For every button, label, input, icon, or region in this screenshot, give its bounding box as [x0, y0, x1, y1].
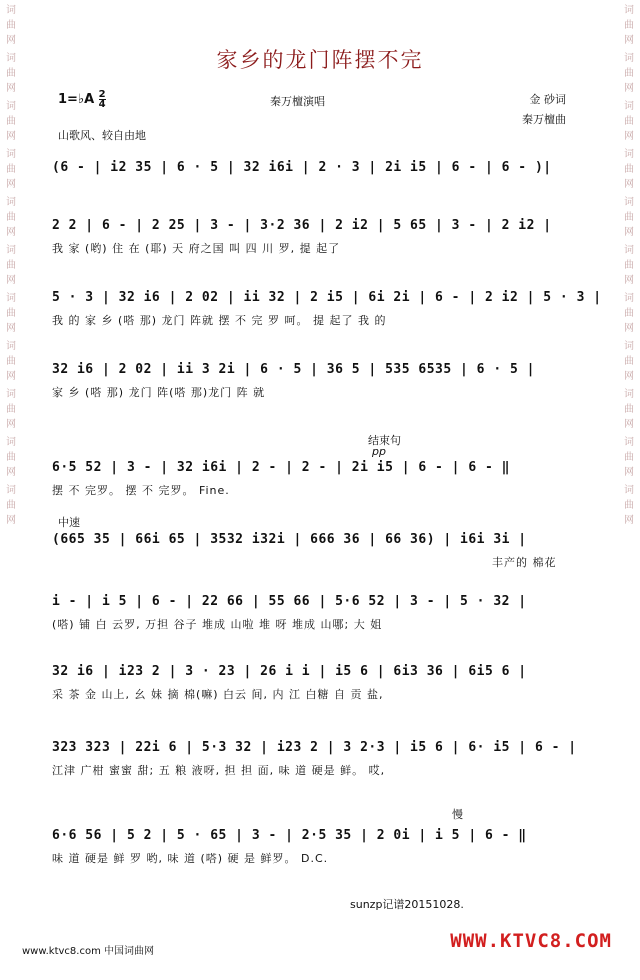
score-line-1	[52, 160, 582, 175]
watermark-char: 网	[6, 275, 16, 286]
watermark-char: 曲	[624, 68, 634, 79]
watermark-char: 词	[6, 101, 16, 112]
watermark-char: 网	[624, 515, 634, 526]
watermark-char: 曲	[6, 452, 16, 463]
song-title: 家乡的龙门阵摆不完	[216, 48, 424, 72]
lyric-line: 家 乡 (嗒 那) 龙门 阵(嗒 那)龙门 阵 就	[52, 386, 266, 399]
left-watermark-strip	[2, 0, 20, 980]
watermark-char: 曲	[6, 404, 16, 415]
watermark-char: 网	[6, 83, 16, 94]
watermark-char: 网	[6, 467, 16, 478]
watermark-char: 曲	[624, 212, 634, 223]
tempo-mark: 中速	[58, 516, 80, 529]
dynamics-mark: pp	[372, 445, 386, 458]
watermark-char: 曲	[624, 164, 634, 175]
notation-line: 5 · 3 | 32 i6 | 2 02 | ii 32 | 2 i5 | 6i 2i | 6 - | 2 i2 | 5 · 3 |	[52, 290, 602, 305]
watermark-char: 曲	[624, 308, 634, 319]
slow-mark: 慢	[452, 808, 463, 821]
watermark-char: 曲	[6, 164, 16, 175]
right-watermark-strip	[620, 0, 638, 980]
watermark-char: 词	[624, 245, 634, 256]
watermark-char: 曲	[624, 500, 634, 511]
watermark-char: 词	[624, 293, 634, 304]
score-line-6	[52, 532, 582, 570]
watermark-char: 词	[6, 389, 16, 400]
watermark-char: 词	[624, 341, 634, 352]
watermark-char: 词	[624, 485, 634, 496]
watermark-char: 词	[624, 5, 634, 16]
watermark-char: 网	[6, 515, 16, 526]
watermark-char: 词	[6, 197, 16, 208]
watermark-char: 网	[624, 83, 634, 94]
watermark-char: 网	[6, 371, 16, 382]
watermark-char: 词	[6, 5, 16, 16]
watermark-char: 网	[624, 131, 634, 142]
watermark-char: 曲	[6, 20, 16, 31]
time-top: 2	[98, 89, 106, 100]
watermark-char: 曲	[6, 260, 16, 271]
watermark-char: 词	[6, 53, 16, 64]
key-prefix: 1=♭A	[58, 92, 95, 107]
watermark-char: 曲	[6, 500, 16, 511]
score-line-7	[52, 594, 582, 632]
watermark-char: 曲	[624, 452, 634, 463]
time-signature	[99, 90, 106, 109]
lyric-line: 味 道 硬是 鲜 罗 哟, 味 道 (嗒) 硬 是 鲜罗。 D.C.	[52, 852, 329, 865]
lyric-line: 我 家 (哟) 住 在 (耶) 天 府之国 叫 四 川 罗, 提 起了	[52, 242, 341, 255]
watermark-char: 曲	[624, 404, 634, 415]
watermark-char: 曲	[6, 116, 16, 127]
singer-credit: 秦万檀演唱	[270, 95, 325, 108]
watermark-char: 曲	[6, 212, 16, 223]
notation-line: 6·6 56 | 5 2 | 5 · 65 | 3 - | 2·5 35 | 2 0i | i 5 | 6 - ‖	[52, 828, 527, 843]
watermark-char: 曲	[6, 308, 16, 319]
watermark-char: 词	[6, 293, 16, 304]
watermark-char: 网	[624, 419, 634, 430]
watermark-char: 网	[6, 35, 16, 46]
watermark-char: 词	[624, 389, 634, 400]
watermark-char: 网	[624, 467, 634, 478]
tempo-mood: 山歌风、较自由地	[58, 129, 146, 142]
watermark-char: 曲	[624, 356, 634, 367]
key-signature	[58, 90, 106, 109]
watermark-char: 网	[624, 227, 634, 238]
notation-line: i - | i 5 | 6 - | 22 66 | 55 66 | 5·6 52 | 3 - | 5 · 32 |	[52, 594, 527, 609]
watermark-char: 网	[6, 179, 16, 190]
watermark-char: 词	[624, 437, 634, 448]
watermark-char: 曲	[6, 356, 16, 367]
notation-line: 32 i6 | 2 02 | ii 3 2i | 6 · 5 | 36 5 | 535 6535 | 6 · 5 |	[52, 362, 535, 377]
watermark-char: 词	[6, 149, 16, 160]
ending-mark: 结束句	[368, 434, 401, 447]
watermark-char: 网	[6, 323, 16, 334]
score-line-3	[52, 290, 602, 328]
watermark-char: 网	[624, 179, 634, 190]
lyricist-credit: 金 砂词	[529, 93, 566, 106]
score-line-5	[52, 460, 582, 498]
lyric-line: (嗒) 铺 白 云罗, 万担 谷子 堆成 山啦 堆 呀 堆成 山哪; 大 姐	[52, 618, 383, 631]
composer-credit: 秦万檀曲	[522, 113, 566, 126]
watermark-char: 词	[6, 485, 16, 496]
score-line-2	[52, 218, 582, 256]
lyric-line: 采 茶 金 山上, 幺 妹 摘 棉(嘛) 白云 间, 内 江 白糖 自 贡 盐,	[52, 688, 384, 701]
watermark-char: 网	[624, 371, 634, 382]
lyric-line: 江津 广柑 蜜蜜 甜; 五 粮 液呀, 担 担 面, 味 道 硬是 鲜。 哎,	[52, 764, 386, 777]
transcriber-note: sunzp记谱20151028.	[350, 898, 464, 911]
watermark-char: 网	[6, 227, 16, 238]
lyric-line: 摆 不 完罗。 摆 不 完罗。 Fine.	[52, 484, 230, 497]
watermark-char: 曲	[6, 68, 16, 79]
lyric-line: 丰产的 棉花	[492, 556, 557, 569]
score-line-4	[52, 362, 582, 400]
site-logo-right: WWW.KTVC8.COM	[450, 930, 612, 952]
notation-line: (6 - | i2 35 | 6 · 5 | 32 i6i | 2 · 3 | 2i i5 | 6 - | 6 - )|	[52, 160, 552, 175]
watermark-char: 词	[624, 197, 634, 208]
watermark-char: 曲	[624, 116, 634, 127]
watermark-char: 曲	[624, 260, 634, 271]
watermark-char: 词	[6, 245, 16, 256]
watermark-char: 网	[6, 419, 16, 430]
watermark-char: 网	[624, 275, 634, 286]
time-bottom: 4	[98, 99, 106, 110]
watermark-char: 词	[624, 53, 634, 64]
notation-line: 6·5 52 | 3 - | 32 i6i | 2 - | 2 - | 2i i5 | 6 - | 6 - ‖	[52, 460, 510, 475]
watermark-char: 网	[624, 323, 634, 334]
score-line-8	[52, 664, 582, 702]
notation-line: 2 2 | 6 - | 2 25 | 3 - | 3·2 36 | 2 i2 | 5 65 | 3 - | 2 i2 |	[52, 218, 552, 233]
notation-line: 32 i6 | i23 2 | 3 · 23 | 26 i i | i5 6 | 6i3 36 | 6i5 6 |	[52, 664, 527, 679]
watermark-char: 词	[6, 341, 16, 352]
score-line-9	[52, 740, 582, 778]
lyric-line: 我 的 家 乡 (嗒 那) 龙门 阵就 摆 不 完 罗 呵。 提 起了 我 的	[52, 314, 387, 327]
site-credit-left: www.ktvc8.com 中国词曲网	[22, 946, 155, 957]
score-line-10	[52, 828, 582, 866]
watermark-char: 词	[624, 101, 634, 112]
watermark-char: 曲	[624, 20, 634, 31]
watermark-char: 词	[6, 437, 16, 448]
notation-line: 323 323 | 22i 6 | 5·3 32 | i23 2 | 3 2·3 | i5 6 | 6· i5 | 6 - |	[52, 740, 577, 755]
watermark-char: 网	[624, 35, 634, 46]
watermark-char: 网	[6, 131, 16, 142]
watermark-char: 词	[624, 149, 634, 160]
notation-line: (665 35 | 66i 65 | 3532 i32i | 666 36 | 66 36) | i6i 3i |	[52, 532, 527, 547]
